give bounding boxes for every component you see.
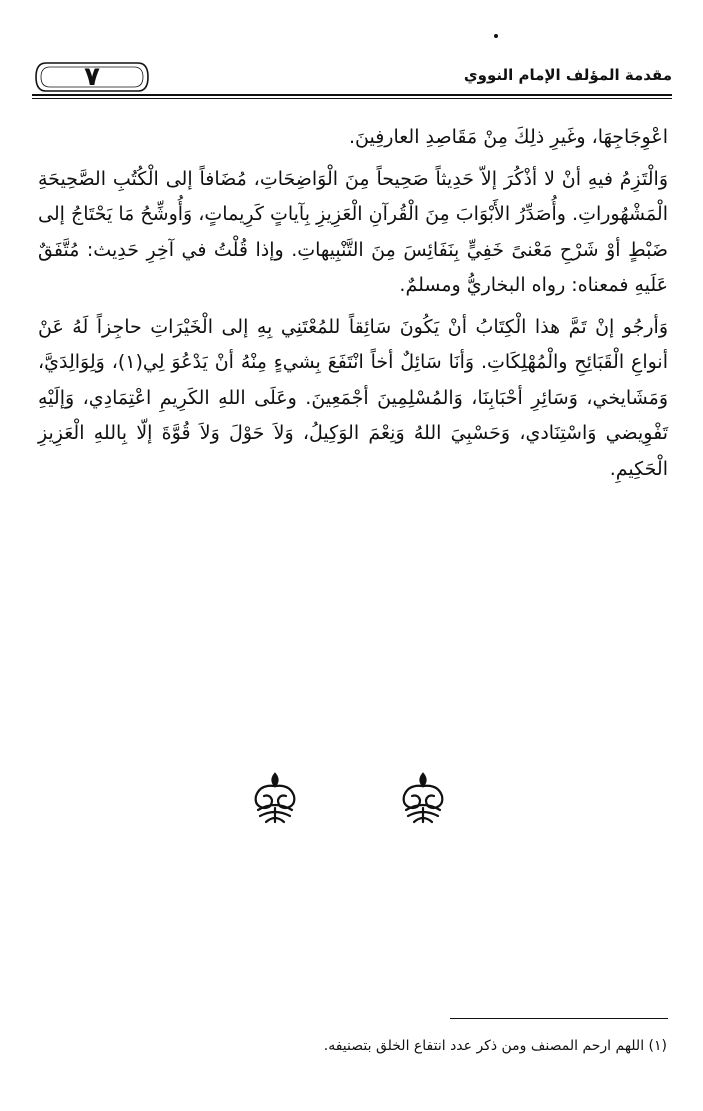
section-end-ornaments	[250, 770, 460, 830]
paragraph-1: اعْوِجَاجِهَا، وغَيرِ ذلِكَ مِنْ مَقَاصِدِ العارفِينَ.	[348, 126, 668, 148]
footnote-rule	[450, 1018, 668, 1019]
running-header	[32, 60, 672, 100]
header-rule	[32, 94, 672, 99]
paragraph-3: وَأرجُو إنْ تَمَّ هذا الْكِتَابُ أنْ يَكُونَ سَائِقاً للمُعْتَنِي بِهِ إلى الْخَيْرَاتِ حاجِزاً لَهُ عَنْ أنواعِ الْقَبَائِحِ والْمُهْلِكَاتِ. وَأنَا سَائِلٌ أخاً انْتَفَعَ بِشيءٍ مِنْهُ أنْ يَدْعُوَ لِي(١)، وَلِوَالِدَيَّ، وَمَشَايخي، وَسَائِرِ أحْبَابِنَا، وَالمُسْلِمِينَ أجْمَعِينَ. وعَلَى اللهِ الكَرِيمِ اعْتِمَادِي، وَإلَيْهِ تَفْوِيضي وَاسْتِنَادي، وَحَسْبِيَ اللهُ وَنِعْمَ الوَكِيلُ، وَلاَ حَوْلَ وَلاَ قُوَّةَ إلّا بِاللهِ الْعَزِيزِ الْحَكِيمِ.	[38, 315, 668, 480]
footnote: (١) اللهم ارحم المصنف ومن ذكر عدد انتفاع الخلق بتصنيفه.	[323, 1038, 667, 1054]
stray-dot	[494, 34, 498, 38]
main-text	[38, 120, 668, 487]
paragraph-2: وَالْتَزِمُ فيهِ أنْ لا أذْكُرَ إلاّ حَدِيثاً صَحِيحاً مِنَ الْوَاضِحَاتِ، مُضَافاً إلى الْكُتُبِ الصَّحِيحَةِ الْمَشْهُوراتِ. وأُصَدِّرُ الأَبْوَابَ مِنَ الْقُرآنِ الْعَزِيزِ بِآياتٍ كَرِيماتٍ، وَأُوشِّحُ مَا يَحْتَاجُ إلى ضَبْطٍ أوْ شَرْحِ مَعْنىً خَفِيٍّ بِنَفَائِسَ مِنَ التَّنْبِيهاتِ. وإذا قُلْتُ في آخِرِ حَدِيث: مُتَّفَقٌ عَلَيهِ فمعناه: رواه البخاريُّ ومسلمٌ.	[38, 167, 668, 296]
floral-ornament-icon	[250, 770, 300, 826]
page-number: ٧	[84, 62, 100, 92]
page-number-frame	[32, 60, 152, 94]
running-header-title: مقدمة المؤلف الإمام النووي	[463, 66, 672, 84]
floral-ornament-icon	[398, 770, 448, 826]
